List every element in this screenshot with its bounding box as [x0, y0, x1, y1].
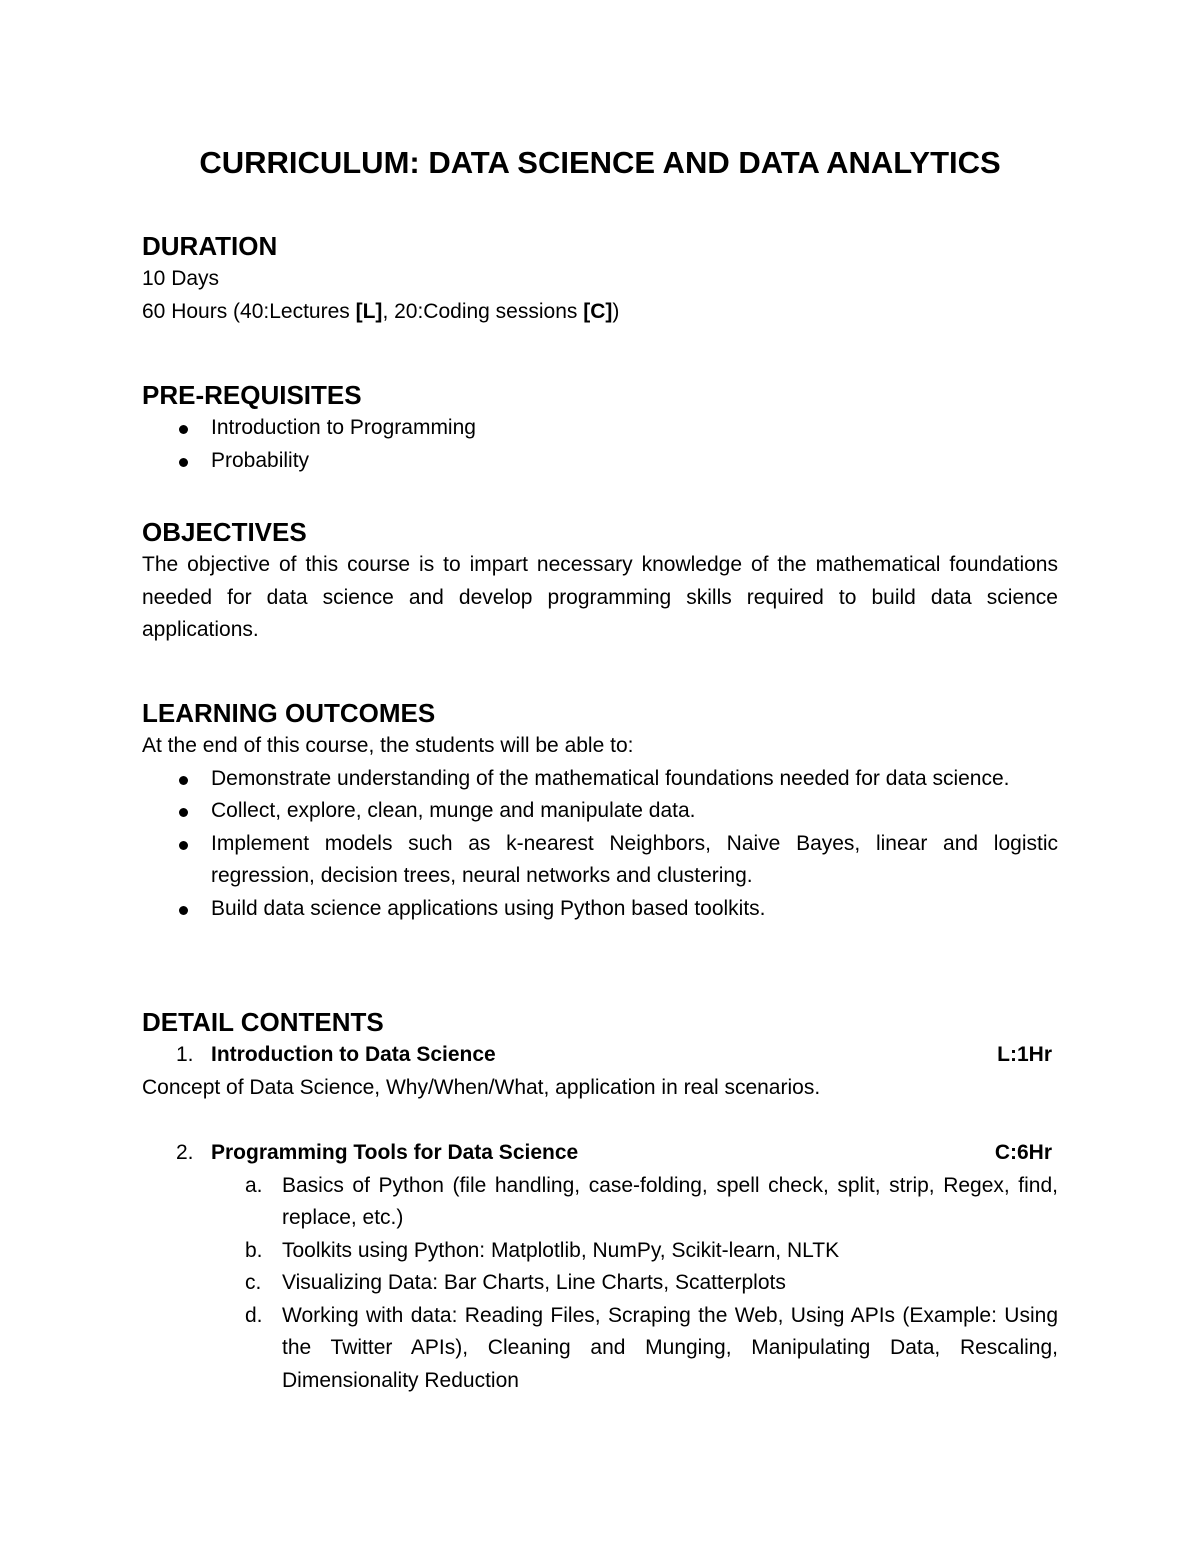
page-title: CURRICULUM: DATA SCIENCE AND DATA ANALYTICS — [199, 145, 1001, 180]
list-item-text: Toolkits using Python: Matplotlib, NumPy, Scikit-learn, NLTK — [282, 1238, 840, 1262]
bullet-icon — [179, 458, 188, 467]
list-item — [142, 445, 1058, 478]
lectures-tag: [L] — [355, 299, 383, 323]
list-item — [142, 763, 1058, 796]
list-item — [142, 1170, 1058, 1235]
objectives-heading: OBJECTIVES — [142, 517, 307, 547]
duration-section — [142, 229, 1058, 328]
list-item-text: Implement models such as k-nearest Neighbors, Naive Bayes, linear and logistic regression, decision trees, neural networks and clustering. — [211, 831, 1058, 887]
list-item — [142, 795, 1058, 828]
prerequisites-heading: PRE-REQUISITES — [142, 380, 362, 410]
duration-hours-prefix: 60 Hours (40:Lectures — [142, 299, 356, 323]
module-title: Introduction to Data Science — [211, 1043, 496, 1066]
list-item — [142, 1235, 1058, 1268]
list-item-text: Introduction to Programming — [211, 416, 476, 439]
coding-tag: [C] — [583, 299, 613, 323]
list-item-text: Probability — [211, 448, 310, 472]
list-item-letter: c. — [245, 1271, 262, 1294]
module-number: 2. — [176, 1141, 194, 1164]
detail-contents-heading: DETAIL CONTENTS — [142, 1007, 384, 1037]
bullet-icon — [179, 841, 188, 850]
learning-outcomes-list — [142, 763, 1058, 926]
duration-heading: DURATION — [142, 231, 278, 261]
learning-outcomes-section — [142, 696, 1058, 925]
bullet-icon — [179, 776, 188, 785]
list-item — [142, 828, 1058, 893]
list-item-letter: b. — [245, 1238, 263, 1262]
prerequisites-list — [142, 412, 1058, 477]
objectives-text: The objective of this course is to impart necessary knowledge of the mathematical foundations needed for data science and develop programming skills required to build data science applications. — [142, 553, 1058, 641]
list-item-text: Demonstrate understanding of the mathematical foundations needed for data science. — [211, 766, 1010, 790]
module-1-header — [142, 1039, 1058, 1072]
list-item-text: Working with data: Reading Files, Scraping the Web, Using APIs (Example: Using the Twitter APIs), Cleaning and Munging, Manipulating Data, Rescaling, Dimensionality Reduction — [282, 1303, 1058, 1392]
bullet-icon — [179, 425, 188, 434]
list-item-letter: a. — [245, 1173, 263, 1197]
list-item-letter: d. — [245, 1303, 263, 1327]
list-item-text: Collect, explore, clean, munge and manipulate data. — [211, 799, 696, 822]
objectives-section — [142, 515, 1058, 647]
module-2-header — [142, 1137, 1058, 1170]
module-number: 1. — [176, 1043, 194, 1066]
list-item — [142, 1300, 1058, 1398]
module-2-subitems — [142, 1170, 1058, 1398]
bullet-icon — [179, 808, 188, 817]
list-item — [142, 893, 1058, 926]
spacer — [142, 1104, 1058, 1137]
learning-outcomes-heading: LEARNING OUTCOMES — [142, 698, 436, 728]
duration-hours — [142, 296, 1058, 329]
learning-outcomes-intro: At the end of this course, the students will be able to: — [142, 734, 634, 757]
duration-hours-middle: , 20:Coding sessions — [382, 299, 584, 323]
duration-days: 10 Days — [142, 267, 220, 290]
prerequisites-section — [142, 378, 1058, 477]
list-item — [142, 1267, 1058, 1300]
module-1-description: Concept of Data Science, Why/When/What, application in real scenarios. — [142, 1075, 821, 1099]
list-item-text: Basics of Python (file handling, case-folding, spell check, split, strip, Regex, find, replace, etc.) — [282, 1173, 1058, 1229]
module-title: Programming Tools for Data Science — [211, 1141, 579, 1164]
module-hours: L:1Hr — [997, 1043, 1052, 1066]
duration-hours-suffix: ) — [612, 299, 620, 323]
list-item — [142, 412, 1058, 445]
detail-contents-section — [142, 1005, 1058, 1397]
module-hours: C:6Hr — [994, 1141, 1052, 1164]
list-item-text: Build data science applications using Python based toolkits. — [211, 896, 766, 920]
list-item-text: Visualizing Data: Bar Charts, Line Charts, Scatterplots — [282, 1271, 786, 1294]
bullet-icon — [179, 906, 188, 915]
